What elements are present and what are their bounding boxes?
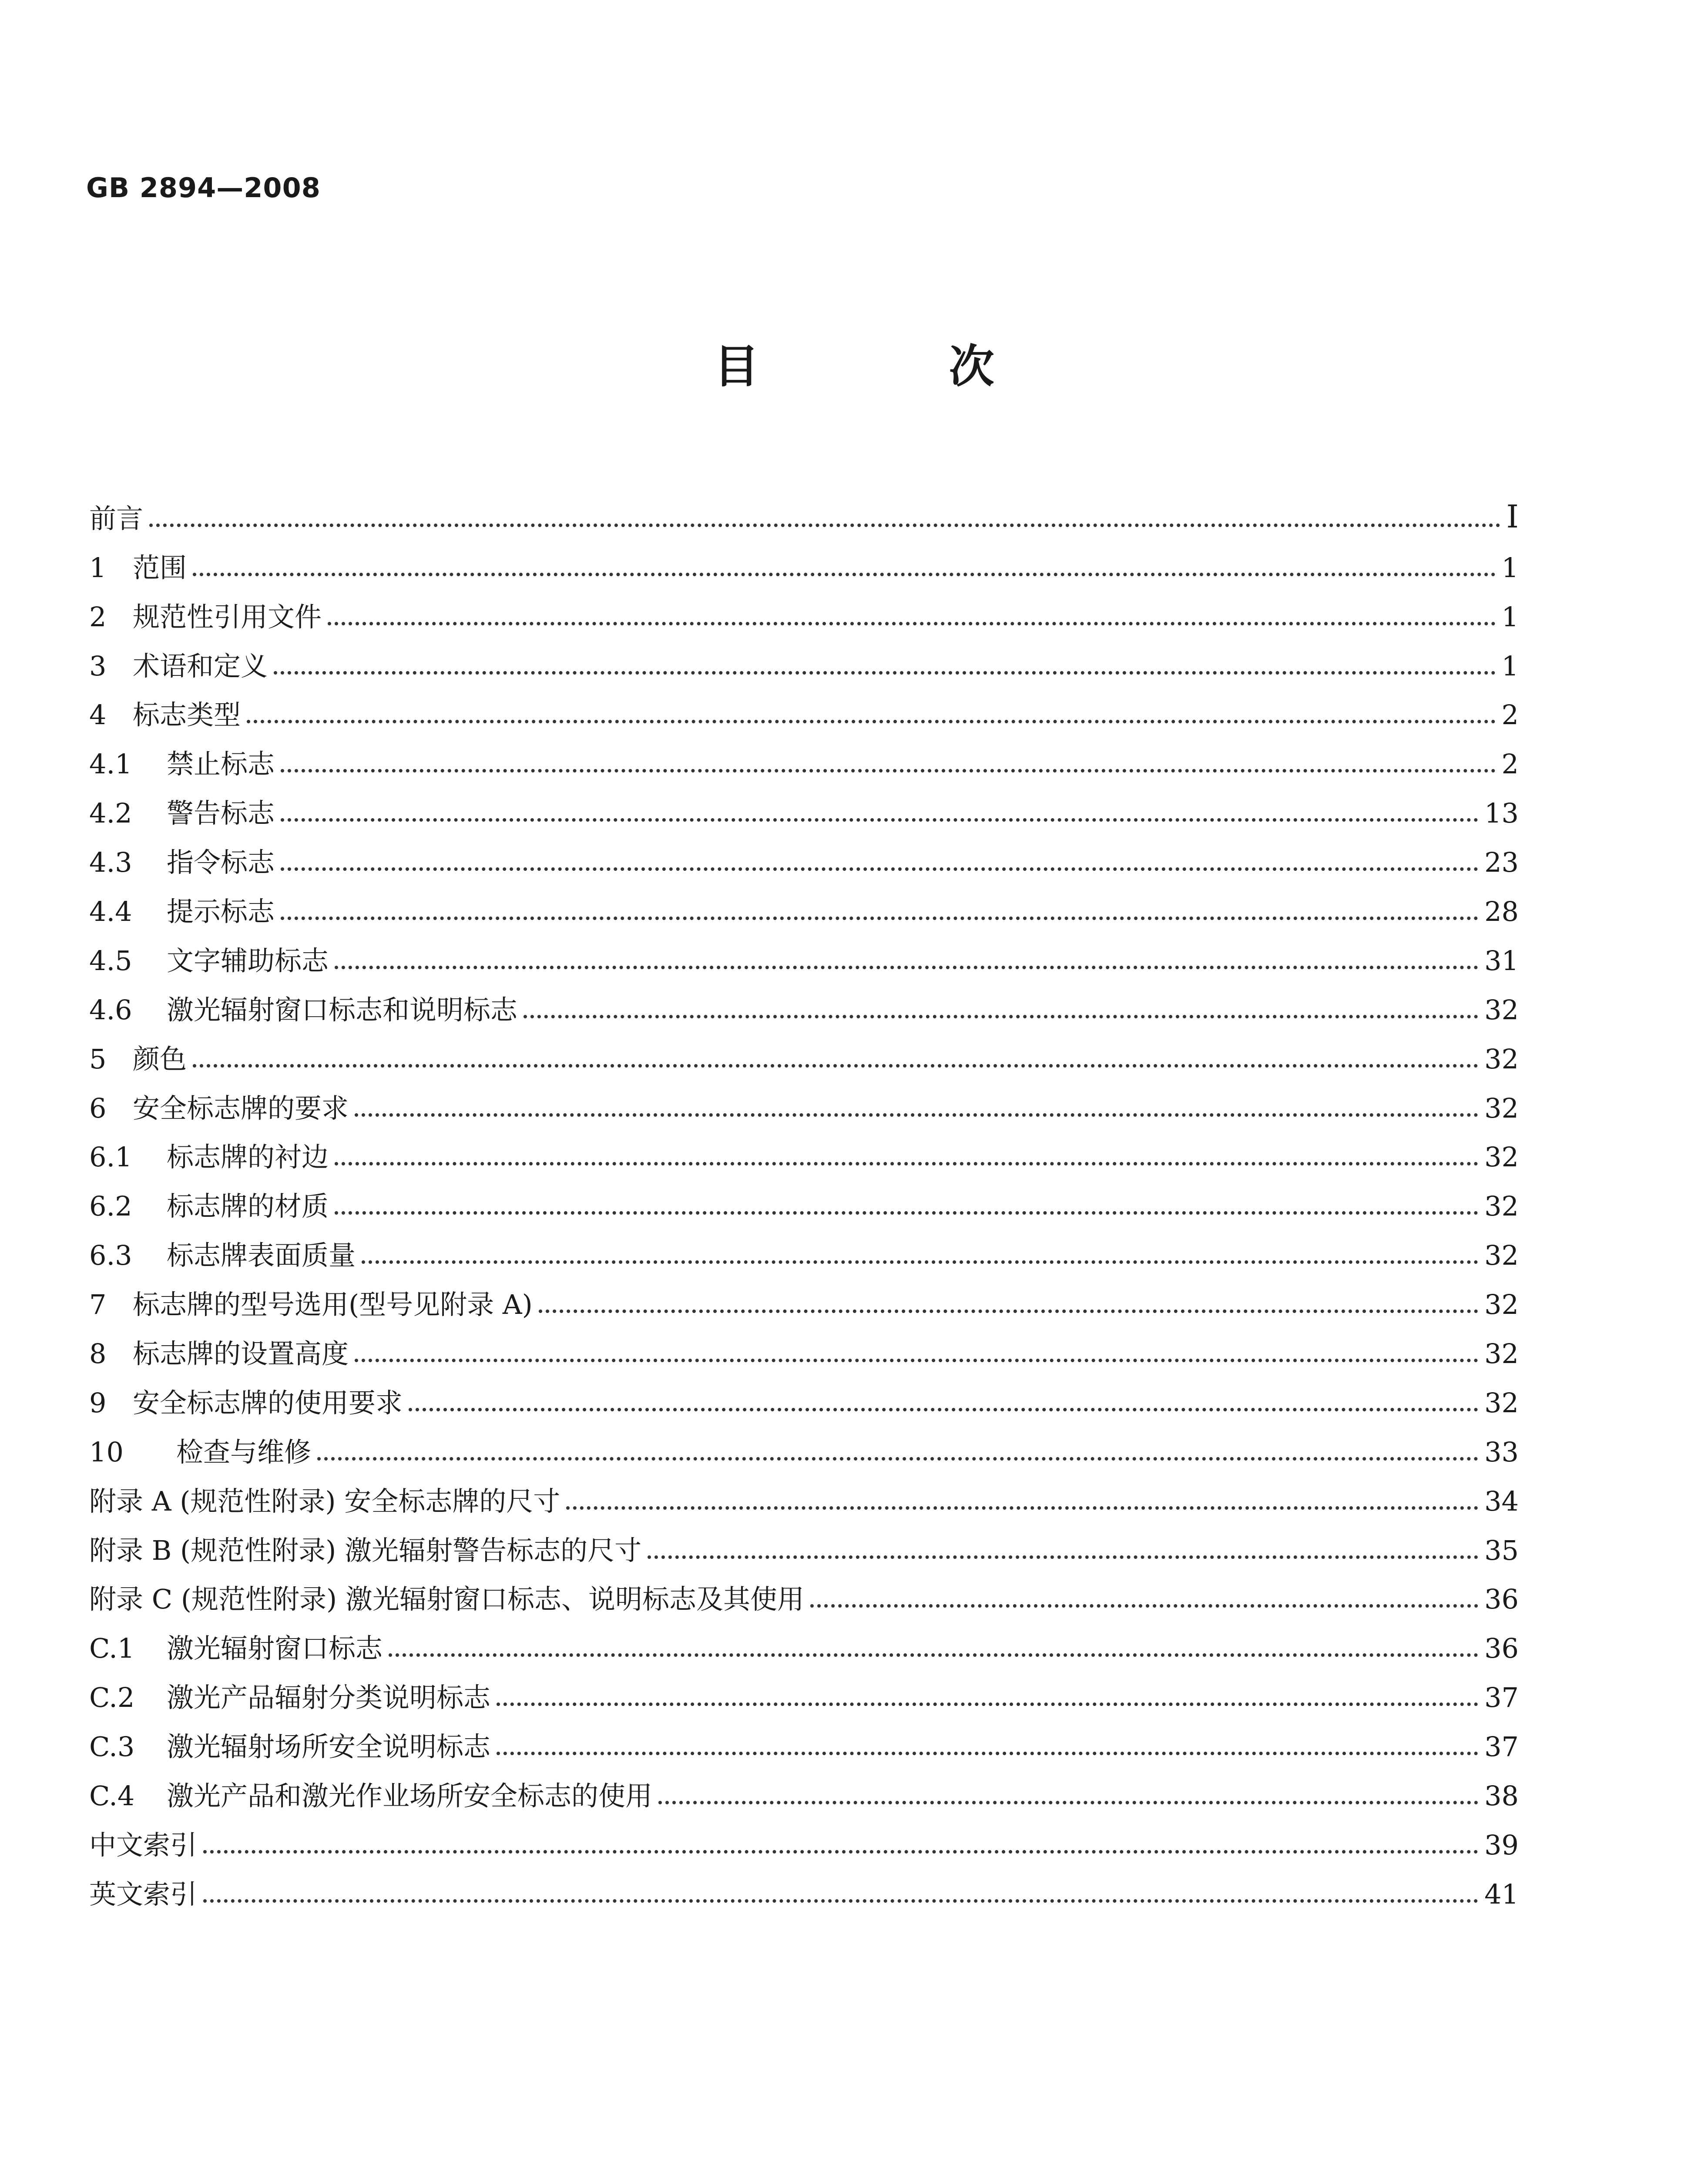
toc-entry-number: 4.6	[89, 994, 132, 1026]
toc-entry-page: 23	[1484, 846, 1519, 879]
toc-entry-page: 2	[1501, 699, 1519, 731]
toc-entry-label: 前言	[89, 502, 144, 534]
dot-leader	[335, 966, 1478, 969]
dot-leader	[810, 1604, 1478, 1608]
toc-entry-label: 激光产品和激光作业场所安全标志的使用	[167, 1780, 653, 1812]
toc-entry-6-2[interactable]	[89, 1171, 1519, 1220]
toc-entry-label: 范围	[133, 551, 187, 584]
toc-entry-label: 文字辅助标志	[167, 944, 329, 977]
toc-entry-page: 32	[1484, 1092, 1519, 1124]
toc-entry-page: 37	[1484, 1731, 1519, 1763]
dot-leader	[281, 769, 1496, 772]
toc-entry-4-1[interactable]	[89, 729, 1519, 778]
toc-entry-page: 31	[1484, 944, 1519, 977]
toc-entry-page: 1	[1501, 601, 1519, 633]
dot-leader	[203, 1850, 1478, 1854]
dot-leader	[523, 1015, 1478, 1018]
toc-entry-c-4[interactable]	[89, 1760, 1519, 1810]
toc-entry-page: 35	[1484, 1534, 1519, 1566]
toc-entry-label: 标志牌的型号选用(型号见附录 A)	[133, 1289, 533, 1321]
toc-entry-page: 32	[1484, 994, 1519, 1026]
dot-leader	[193, 573, 1496, 576]
toc-entry-label: 标志牌的衬边	[167, 1141, 329, 1173]
dot-leader	[362, 1260, 1478, 1264]
toc-entry-annex-a[interactable]	[89, 1466, 1519, 1515]
toc-entry-label: 警告标志	[167, 797, 275, 829]
toc-entry-foreword[interactable]	[89, 483, 1519, 535]
toc-entry-label: 指令标志	[167, 846, 275, 879]
dot-leader	[203, 1899, 1478, 1903]
toc-entry-number: 4	[89, 699, 107, 731]
toc-entry-6-1[interactable]	[89, 1122, 1519, 1171]
toc-entry-page: 34	[1484, 1485, 1519, 1517]
toc-entry-label: 标志牌表面质量	[167, 1239, 356, 1272]
dot-leader	[317, 1457, 1478, 1461]
toc-entry-page: 32	[1484, 1190, 1519, 1222]
toc-entry-6[interactable]	[89, 1073, 1519, 1122]
toc-entry-c-3[interactable]	[89, 1711, 1519, 1763]
toc-entry-page: 32	[1484, 1387, 1519, 1419]
toc-entry-label: 附录 A (规范性附录) 安全标志牌的尺寸	[89, 1485, 560, 1517]
toc-entry-page: 32	[1484, 1338, 1519, 1370]
toc-entry-number: 4.2	[89, 797, 132, 829]
dot-leader	[274, 671, 1496, 675]
toc-entry-page: 32	[1484, 1289, 1519, 1321]
toc-entry-page: 32	[1484, 1141, 1519, 1173]
toc-entry-label: 规范性引用文件	[133, 601, 322, 633]
toc-entry-number: 10	[89, 1436, 124, 1468]
toc-entry-number: 6.2	[89, 1190, 132, 1222]
toc-entry-number: 4.1	[89, 748, 132, 780]
toc-entry-page: 13	[1484, 797, 1519, 829]
toc-entry-page: 38	[1484, 1780, 1519, 1812]
dot-leader	[335, 1211, 1478, 1215]
toc-entry-number: 8	[89, 1338, 107, 1370]
dot-leader	[281, 818, 1478, 822]
toc-entry-number: 4.4	[89, 896, 132, 928]
toc-entry-number: C.4	[89, 1780, 135, 1812]
toc-entry-label: 附录 B (规范性附录) 激光辐射警告标志的尺寸	[89, 1534, 642, 1566]
dot-leader	[566, 1506, 1478, 1510]
toc-entry-label: 标志类型	[133, 699, 241, 731]
dot-leader	[389, 1653, 1478, 1657]
toc-entry-1[interactable]	[89, 532, 1519, 584]
toc-entry-number: 9	[89, 1387, 107, 1419]
toc-entry-3[interactable]	[89, 631, 1519, 680]
toc-entry-number: C.3	[89, 1731, 135, 1763]
dot-leader	[355, 1359, 1478, 1362]
toc-entry-label: 附录 C (规范性附录) 激光辐射窗口标志、说明标志及其使用	[89, 1583, 804, 1615]
toc-entry-chinese-index[interactable]	[89, 1810, 1519, 1859]
toc-entry-page: 1	[1501, 650, 1519, 682]
toc-entry-4-3[interactable]	[89, 827, 1519, 879]
toc-entry-6-3[interactable]	[89, 1220, 1519, 1272]
toc-entry-page: 1	[1501, 551, 1519, 584]
toc-entry-label: 标志牌的设置高度	[133, 1338, 349, 1370]
toc-entry-label: 英文索引	[89, 1878, 198, 1910]
toc-entry-page: 37	[1484, 1682, 1519, 1714]
toc-entry-2[interactable]	[89, 581, 1519, 631]
toc-entry-4-4[interactable]	[89, 876, 1519, 928]
toc-entry-label: 激光辐射窗口标志和说明标志	[167, 994, 518, 1026]
table-of-contents	[89, 483, 1519, 1908]
toc-entry-page: 28	[1484, 896, 1519, 928]
toc-entry-10[interactable]	[89, 1417, 1519, 1466]
toc-entry-5[interactable]	[89, 1024, 1519, 1073]
toc-entry-number: 5	[89, 1043, 107, 1075]
dot-leader	[355, 1113, 1478, 1117]
dot-leader	[281, 867, 1478, 871]
toc-entry-4[interactable]	[89, 680, 1519, 729]
toc-entry-page: 36	[1484, 1583, 1519, 1615]
toc-entry-label: 激光产品辐射分类说明标志	[167, 1682, 491, 1714]
toc-entry-label: 术语和定义	[133, 650, 268, 682]
dot-leader	[193, 1064, 1478, 1068]
toc-entry-annex-b[interactable]	[89, 1515, 1519, 1564]
toc-entry-number: C.2	[89, 1682, 135, 1714]
toc-entry-label: 安全标志牌的使用要求	[133, 1387, 403, 1419]
dot-leader	[648, 1555, 1478, 1559]
dot-leader	[539, 1310, 1478, 1313]
toc-entry-page: 33	[1484, 1436, 1519, 1468]
toc-entry-number: 7	[89, 1289, 107, 1321]
toc-entry-number: 1	[89, 551, 107, 584]
dot-leader	[658, 1801, 1478, 1804]
dot-leader	[247, 720, 1496, 723]
toc-entry-label: 中文索引	[89, 1829, 198, 1861]
toc-entry-9[interactable]	[89, 1367, 1519, 1417]
toc-entry-label: 颜色	[133, 1043, 187, 1075]
toc-entry-number: 4.3	[89, 846, 132, 879]
toc-entry-label: 安全标志牌的要求	[133, 1092, 349, 1124]
toc-entry-number: 6.1	[89, 1141, 132, 1173]
toc-entry-7[interactable]	[89, 1269, 1519, 1321]
toc-entry-page: 2	[1501, 748, 1519, 780]
toc-entry-label: 提示标志	[167, 896, 275, 928]
toc-entry-page: 39	[1484, 1829, 1519, 1861]
toc-entry-4-5[interactable]	[89, 925, 1519, 977]
toc-entry-number: 4.5	[89, 944, 132, 977]
toc-entry-number: 6.3	[89, 1239, 132, 1272]
toc-entry-label: 激光辐射场所安全说明标志	[167, 1731, 491, 1763]
toc-entry-4-6[interactable]	[89, 974, 1519, 1024]
dot-leader	[409, 1408, 1478, 1411]
toc-entry-number: 2	[89, 601, 107, 633]
toc-entry-label: 禁止标志	[167, 748, 275, 780]
toc-entry-annex-c[interactable]	[89, 1564, 1519, 1613]
toc-entry-label: 激光辐射窗口标志	[167, 1632, 383, 1665]
toc-entry-page: 32	[1484, 1239, 1519, 1272]
toc-entry-c-2[interactable]	[89, 1662, 1519, 1714]
toc-entry-label: 检查与维修	[176, 1436, 312, 1468]
toc-entry-4-2[interactable]	[89, 778, 1519, 827]
toc-entry-label: 标志牌的材质	[167, 1190, 329, 1222]
toc-entry-8[interactable]	[89, 1318, 1519, 1370]
document-code: GB 2894—2008	[86, 172, 321, 204]
toc-entry-page: 41	[1484, 1878, 1519, 1910]
toc-entry-page: 36	[1484, 1632, 1519, 1665]
dot-leader	[335, 1162, 1478, 1165]
dot-leader	[281, 917, 1478, 920]
toc-entry-number: 3	[89, 650, 107, 682]
toc-entry-page: I	[1506, 498, 1519, 535]
toc-entry-english-index[interactable]	[89, 1859, 1519, 1908]
toc-entry-page: 32	[1484, 1043, 1519, 1075]
dot-leader	[328, 622, 1496, 625]
dot-leader	[149, 524, 1500, 527]
dot-leader	[497, 1703, 1478, 1706]
toc-entry-number: C.1	[89, 1632, 135, 1665]
dot-leader	[497, 1752, 1478, 1755]
toc-entry-c-1[interactable]	[89, 1613, 1519, 1665]
toc-title: 目 次	[714, 340, 1081, 393]
toc-entry-number: 6	[89, 1092, 107, 1124]
